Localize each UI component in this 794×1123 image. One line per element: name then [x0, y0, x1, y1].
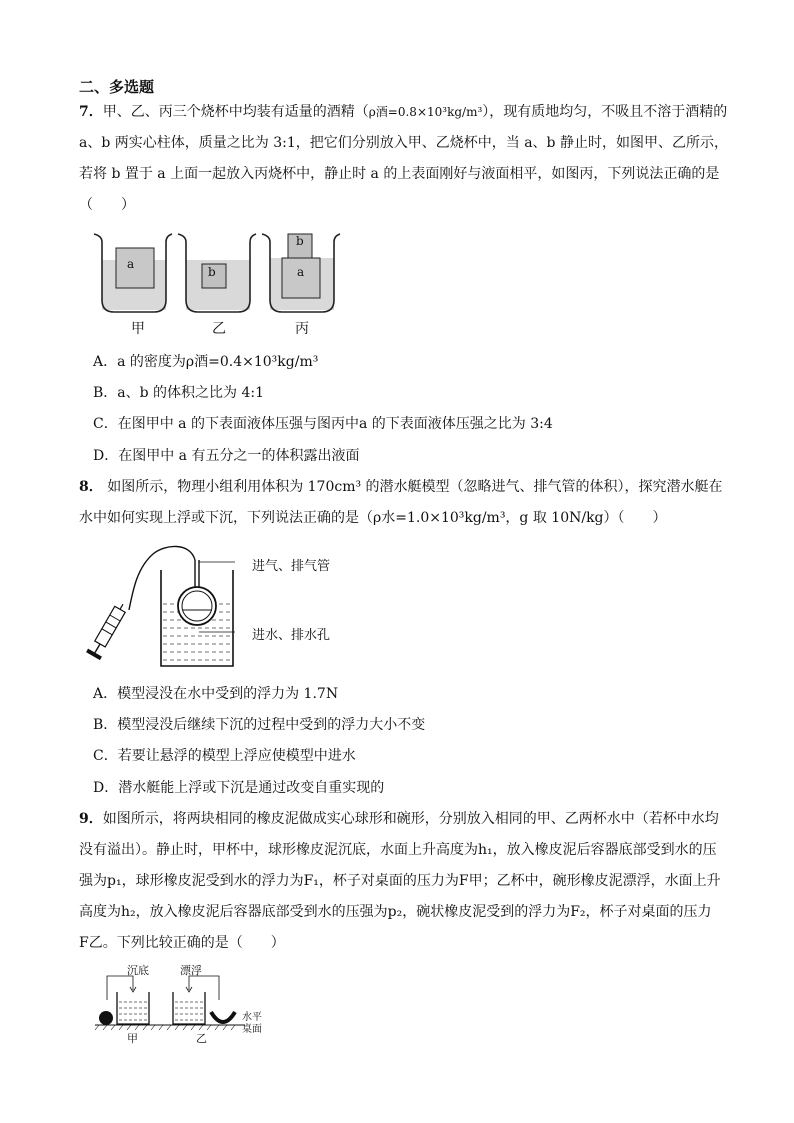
q9-line-5: F乙。下列比较正确的是（ ）	[79, 935, 285, 951]
label-sink: 沉底	[127, 964, 149, 977]
q7-number: 7．	[79, 104, 103, 120]
label-desk-1: 水平	[242, 1012, 262, 1023]
q7-option-b[interactable]: B．a、b 的体积之比为 4:1	[93, 385, 265, 401]
label-desk-2: 桌面	[242, 1024, 262, 1035]
q8-number: 8．	[79, 479, 103, 495]
cup-yi	[173, 976, 235, 1024]
label-bing: 丙	[295, 321, 309, 337]
q8-submarine-figure	[95, 540, 265, 670]
q9-line-3: 强为p₁，球形橡皮泥受到水的浮力为F₁，杯子对桌面的压力为F甲；乙杯中，碗形橡皮泥漂浮，水面上升	[79, 873, 721, 889]
block-a-bottom-label: a	[297, 265, 305, 279]
q9-number: 9．	[79, 811, 103, 827]
block-b-label: b	[208, 265, 216, 279]
beaker-jia	[94, 234, 172, 312]
q9-line-4: 高度为h₂，放入橡皮泥后容器底部受到水的压强为p₂，碗状橡皮泥受到的浮力为F₂，杯子对桌面的压力	[79, 904, 712, 920]
q7-option-d[interactable]: D．在图甲中 a 有五分之一的体积露出液面	[93, 448, 360, 464]
q9-line-1	[79, 809, 719, 829]
section-title: 二、多选题	[79, 78, 155, 96]
q7-option-c[interactable]: C．在图甲中 a 的下表面液体压强与图丙中a 的下表面液体压强之比为 3:4	[93, 416, 553, 432]
q8-line-1	[79, 477, 723, 497]
q8-option-c[interactable]: C．若要让悬浮的模型上浮应使模型中进水	[93, 748, 356, 764]
block-a-label: a	[127, 257, 135, 271]
q8-option-a[interactable]: A．模型浸没在水中受到的浮力为 1.7N	[93, 686, 339, 702]
block-b-top-label: b	[296, 234, 304, 248]
q8-line-2: 水中如何实现上浮或下沉，下列说法正确的是（ρ水=1.0×10³kg/m³，g 取 10N/kg）（ ）	[79, 510, 667, 526]
q7-line-1	[79, 102, 727, 122]
q7-text-1b: ），现有质地均匀，不吸且不溶于酒精的	[482, 104, 728, 120]
beaker-yi	[178, 234, 256, 312]
label-jia: 甲	[131, 321, 145, 337]
q8-option-b[interactable]: B．模型浸没后继续下沉的过程中受到的浮力大小不变	[93, 717, 426, 733]
q7-line-2: a、b 两实心柱体，质量之比为 3:1，把它们分别放入甲、乙烧杯中，当 a、b 静止时，如图甲、乙所示，	[79, 135, 728, 151]
label-float: 漂浮	[180, 964, 202, 977]
q7-option-a[interactable]: A．a 的密度为ρ酒=0.4×10³kg/m³	[93, 354, 319, 370]
label-yi: 乙	[212, 321, 226, 337]
cup-jia	[99, 976, 149, 1025]
label-pipe: 进气、排气管	[252, 559, 331, 574]
label-cup-yi: 乙	[196, 1032, 207, 1045]
q7-bracket: （ ）	[79, 197, 135, 213]
label-cup-jia: 甲	[127, 1032, 138, 1045]
q9-line-2: 没有溢出）。静止时，甲杯中，球形橡皮泥沉底，水面上升高度为h₁，放入橡皮泥后容器底部受到水的压	[79, 842, 717, 858]
q7-rho: ρ酒=0.8×10³kg/m³	[368, 105, 483, 119]
q8-option-d[interactable]: D．潜水艇能上浮或下沉是通过改变自重实现的	[93, 780, 385, 796]
label-hole: 进水、排水孔	[252, 628, 331, 643]
q7-text-1a: 甲、乙、丙三个烧杯中均装有适量的酒精（	[102, 104, 369, 120]
q8-text-1: 如图所示，物理小组利用体积为 170cm³ 的潜水艇模型（忽略进气、排气管的体积），探究潜水艇在	[107, 479, 723, 495]
q9-cups-figure	[95, 960, 255, 1040]
q7-line-3: 若将 b 置于 a 上面一起放入丙烧杯中，静止时 a 的上表面刚好与液面相平，如图丙，下列说法正确的是	[79, 166, 720, 182]
q9-text-1: 如图所示，将两块相同的橡皮泥做成实心球形和碗形，分别放入相同的甲、乙两杯水中（若杯中水均	[102, 811, 719, 827]
